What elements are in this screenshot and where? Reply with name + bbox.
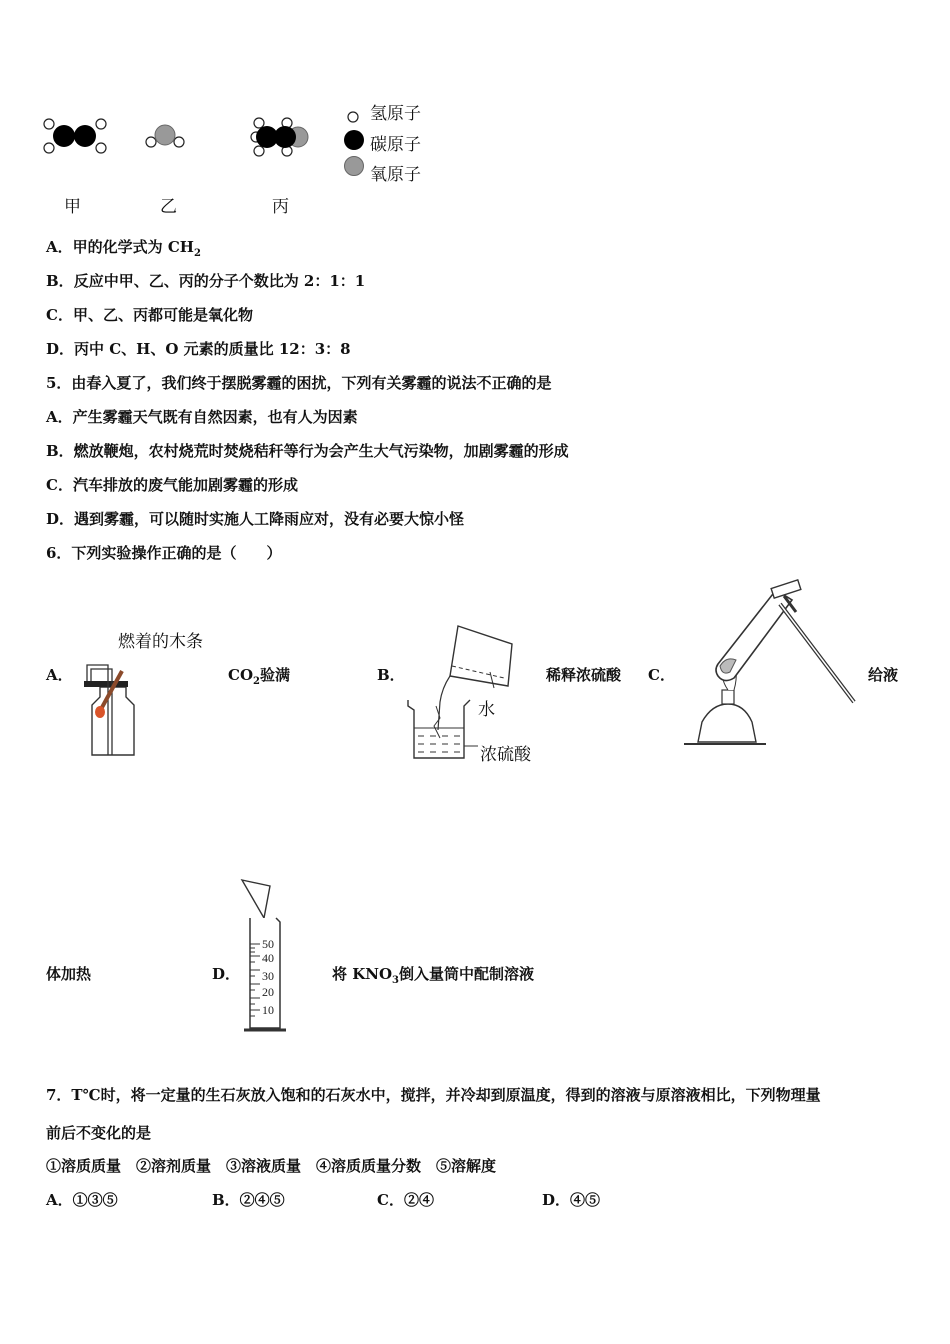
q6-option-c-text-continued: 体加热 bbox=[46, 965, 92, 983]
q5-option-b: B．燃放鞭炮，农村烧荒时焚烧秸秆等行为会产生大气污染物，加剧雾霾的形成 bbox=[46, 442, 569, 460]
cylinder-mark-50: 50 bbox=[262, 937, 274, 951]
q4-option-c: C．甲、乙、丙都可能是氧化物 bbox=[46, 306, 253, 324]
legend-c-icon bbox=[343, 129, 365, 151]
q7-items: ①溶质质量 ②溶剂质量 ③溶液质量 ④溶质质量分数 ⑤溶解度 bbox=[46, 1157, 497, 1175]
q6-option-a-letter: A． bbox=[46, 666, 73, 684]
q7-option-a: A．①③⑤ bbox=[46, 1191, 118, 1209]
q7-stem-line2: 前后不变化的是 bbox=[46, 1124, 152, 1142]
cylinder-mark-20: 20 bbox=[262, 985, 274, 999]
molecule-label-bing: 丙 bbox=[272, 197, 289, 217]
cylinder-mark-30: 30 bbox=[262, 969, 274, 983]
q6-option-c-letter: C． bbox=[648, 666, 675, 684]
measuring-cylinder-figure bbox=[236, 878, 306, 1040]
legend-hydrogen: 氢原子 bbox=[370, 104, 421, 124]
q7-stem-line1: 7．T℃时，将一定量的生石灰放入饱和的石灰水中，搅拌，并冷却到原温度，得到的溶液与原溶液相比，下列物理量 bbox=[46, 1086, 821, 1104]
molecule-label-jia: 甲 bbox=[64, 197, 81, 217]
q5-option-c: C．汽车排放的废气能加剧雾霾的形成 bbox=[46, 476, 298, 494]
legend-h-icon bbox=[346, 110, 360, 124]
q6-option-c-text: 给液 bbox=[868, 666, 899, 684]
q6-option-a-text: $CO_2$验满 bbox=[228, 666, 290, 687]
q5-stem: 5．由春入夏了，我们终于摆脱雾霾的困扰，下列有关雾霾的说法不正确的是 bbox=[46, 374, 552, 392]
gas-bottle-figure bbox=[78, 655, 148, 760]
cylinder-mark-10: 10 bbox=[262, 1003, 274, 1017]
q6-option-d-text: 将 $KNO_3$倒入量筒中配制溶液 bbox=[332, 965, 535, 986]
q6-stem: 6．下列实验操作正确的是（ ） bbox=[46, 544, 282, 562]
burning-stick-label: 燃着的木条 bbox=[118, 632, 203, 652]
cylinder-mark-40: 40 bbox=[262, 951, 274, 965]
q4-option-d: D．丙中 C、H、O 元素的质量比 12：3：8 bbox=[46, 340, 351, 358]
legend-oxygen: 氧原子 bbox=[370, 165, 421, 185]
molecule-label-yi: 乙 bbox=[160, 197, 177, 217]
q6-option-b-letter: B． bbox=[377, 666, 405, 684]
molecule-jia-figure bbox=[44, 118, 114, 158]
q4-option-a: A．甲的化学式为 $CH_2$ bbox=[46, 238, 201, 259]
molecule-yi-figure bbox=[144, 124, 189, 154]
water-label: 水 bbox=[478, 700, 495, 720]
molecule-bing-figure bbox=[250, 116, 320, 160]
q7-option-d: D．④⑤ bbox=[542, 1191, 601, 1209]
q6-option-b-text: 稀释浓硫酸 bbox=[546, 666, 622, 684]
q6-option-d-letter: D． bbox=[212, 965, 241, 983]
acid-label: 浓硫酸 bbox=[480, 745, 531, 765]
q7-option-b: B．②④⑤ bbox=[212, 1191, 285, 1209]
q4-option-b: B．反应中甲、乙、丙的分子个数比为 2：1：1 bbox=[46, 272, 366, 290]
q5-option-d: D．遇到雾霾，可以随时实施人工降雨应对，没有必要大惊小怪 bbox=[46, 510, 465, 528]
legend-carbon: 碳原子 bbox=[370, 135, 421, 155]
q7-option-c: C．②④ bbox=[377, 1191, 434, 1209]
legend-o-icon bbox=[343, 155, 365, 177]
heating-liquid-figure bbox=[680, 582, 870, 750]
q5-option-a: A．产生雾霾天气既有自然因素，也有人为因素 bbox=[46, 408, 358, 426]
